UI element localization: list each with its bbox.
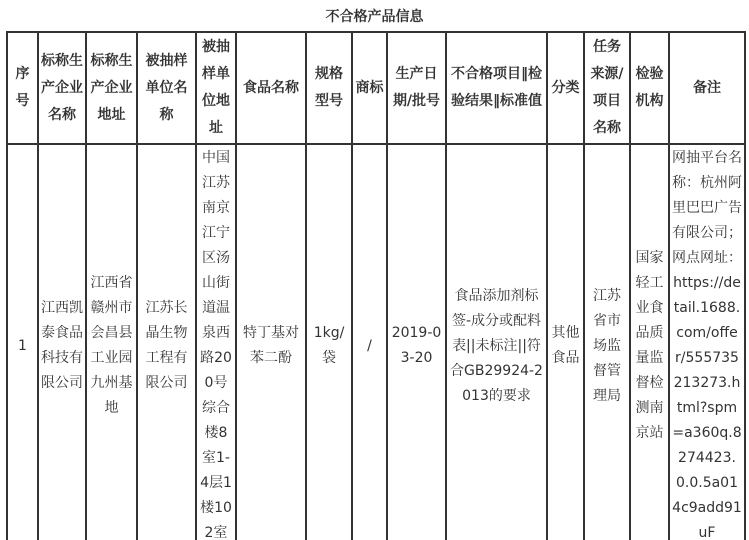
column-header-producer-address: 标称生产企业地址: [86, 32, 137, 144]
category-cell: 其他食品: [547, 144, 584, 540]
column-header-sampled-unit-name: 被抽样单位名称: [137, 32, 196, 144]
column-header-remarks: 备注: [669, 32, 745, 144]
inspection-agency-cell: 国家轻工业食品质量监督检测南京站: [630, 144, 669, 540]
sampled-unit-address-cell: 中国江苏南京江宁区汤山街道温泉西路200号综合楼8室1-4层1楼102室: [196, 144, 236, 540]
header-row: [7, 32, 745, 144]
task-source-cell: 江苏省市场监督管理局: [584, 144, 630, 540]
column-header-producer-name: 标称生产企业名称: [38, 32, 86, 144]
producer-address-cell: 江西省赣州市会昌县工业园九州基地: [86, 144, 137, 540]
column-header-production-date: 生产日期/批号: [387, 32, 446, 144]
column-header-trademark: 商标: [352, 32, 387, 144]
column-header-sampled-unit-address: 被抽样单位地址: [196, 32, 236, 144]
food-name-cell: 特丁基对苯二酚: [236, 144, 306, 540]
column-header-food-name: 食品名称: [236, 32, 306, 144]
column-header-spec-model: 规格型号: [306, 32, 352, 144]
page-title: 不合格产品信息: [325, 9, 424, 25]
sampled-unit-name-cell: 江苏长晶生物工程有限公司: [137, 144, 196, 540]
trademark-cell: /: [352, 144, 387, 540]
noncompliant-products-table: [6, 31, 746, 540]
column-header-category: 分类: [547, 32, 584, 144]
remarks-cell: 网抽平台名称：杭州阿里巴巴广告有限公司；网点网址：https://detail.1688.com/offer/555735213273.html?spm=a360q.8274423.0.0.5a014c9add91uF: [669, 144, 745, 540]
serial-number-cell: 1: [7, 144, 38, 540]
spec-model-cell: 1kg/袋: [306, 144, 352, 540]
production-date-cell: 2019-03-20: [387, 144, 446, 540]
noncompliant-item-cell: 食品添加剂标签-成分或配料表||未标注||符合GB29924-2013的要求: [446, 144, 547, 540]
column-header-inspection-agency: 检验机构: [630, 32, 669, 144]
column-header-serial-number: 序号: [7, 32, 38, 144]
column-header-noncompliant-item: 不合格项目‖检验结果‖标准值: [446, 32, 547, 144]
producer-name-cell: 江西凯泰食品科技有限公司: [38, 144, 86, 540]
column-header-task-source: 任务来源/项目名称: [584, 32, 630, 144]
table-row: [7, 144, 745, 540]
